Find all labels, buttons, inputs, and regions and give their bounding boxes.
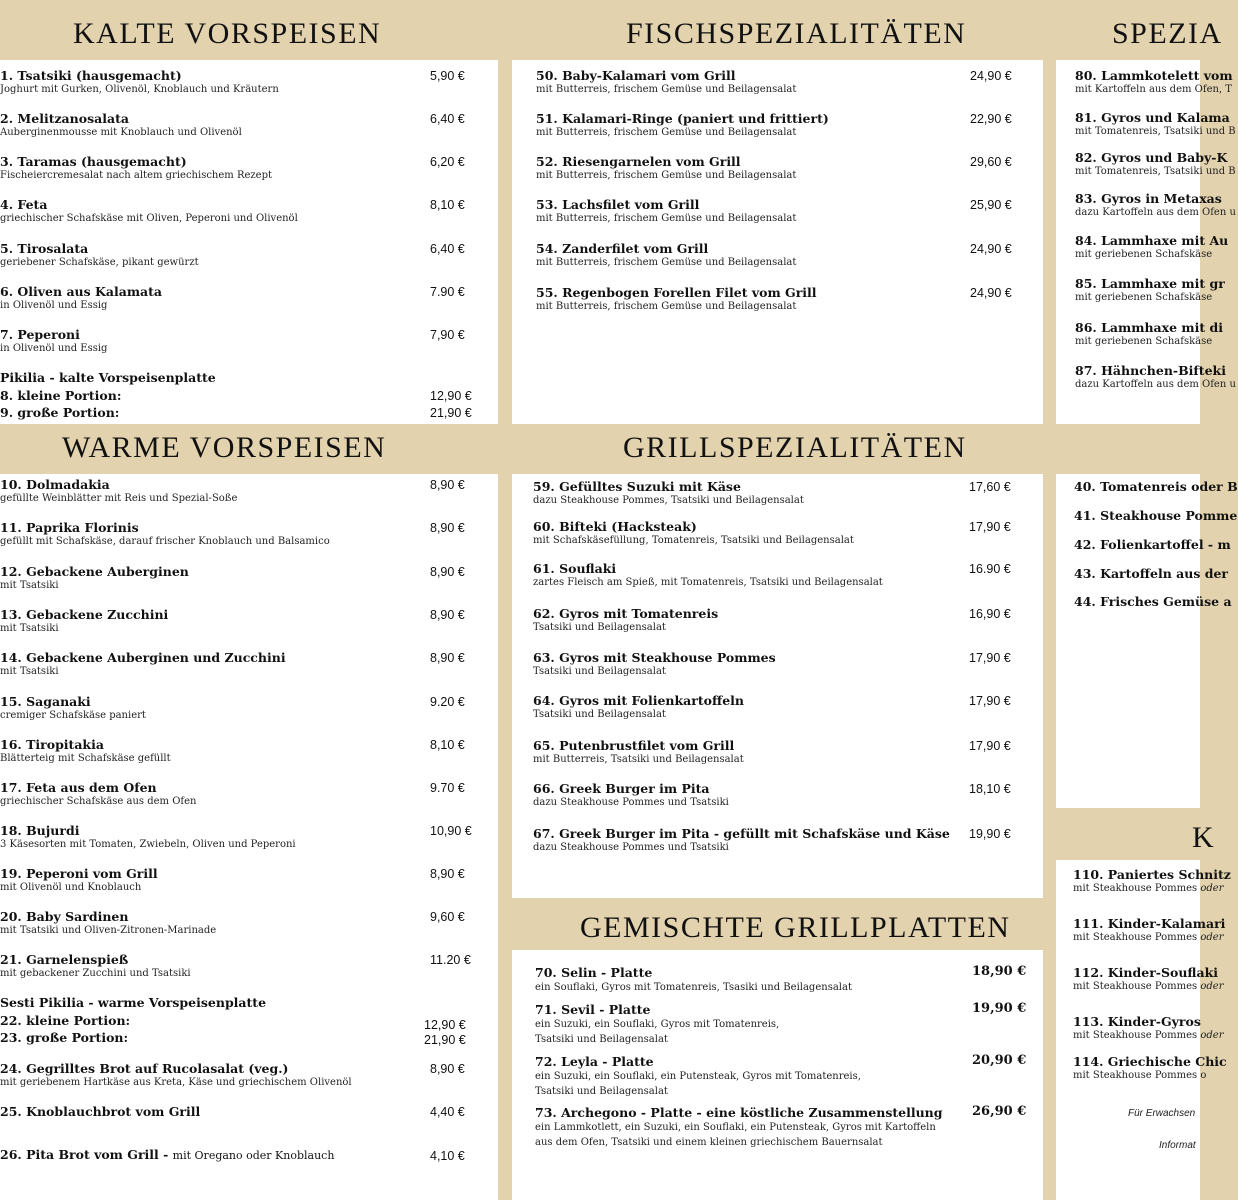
warme-item [0,607,168,635]
grillplatte-item-name: 71. Sevil - Platte [535,1002,651,1017]
grillplatte-item-name: 70. Selin - Platte [535,965,653,980]
kinder-item [1073,1054,1227,1082]
grillplatte-item [535,965,852,995]
kalte-item [0,284,162,312]
kalte-item-name: 1. Tsatsiki (hausgemacht) [0,68,182,83]
spezial-item-name: 80. Lammkotelett vom [1075,68,1233,83]
kinder-item-name: 114. Griechische Chic [1073,1054,1227,1069]
grill-item [533,693,744,721]
grill-item-description: mit Schafskäsefüllung, Tomatenreis, Tsatsiki und Beilagensalat [533,535,854,546]
warme-item-name: 13. Gebackene Zucchini [0,607,169,622]
grill-item-name: 67. Greek Burger im Pita - gefüllt mit Schafskäse und Käse [533,826,950,841]
kinder-item-description-text: mit Steakhouse Pommes [1073,1030,1201,1041]
grill-item-description: dazu Steakhouse Pommes und Tsatsiki [533,842,729,853]
spezial-item-name: 83. Gyros in Metaxas [1075,191,1222,206]
kinder-item-name: 113. Kinder-Gyros [1073,1014,1201,1029]
grill-item-price: 17,90 € [969,739,1011,753]
panel-spezialitaeten [1056,60,1236,424]
grillplatte-item-price: 26,90 € [972,1104,1027,1119]
fisch-item-price: 25,90 € [970,198,1012,212]
grillplatte-item [535,1002,779,1047]
warme-item-price: 9,60 € [430,910,465,924]
kalte-item-name: 3. Taramas (hausgemacht) [0,154,187,169]
kalte-item-description: Fischeiercremesalat nach altem griechischem Rezept [0,170,272,181]
warme-item-price: 8,90 € [430,521,465,535]
warme-item-name: 16. Tiropitakia [0,737,104,752]
spezial-item [1075,276,1225,304]
spezial-item [1075,320,1223,348]
grill-item-name: 65. Putenbrustfilet vom Grill [533,738,735,753]
spezial-item-name: 84. Lammhaxe mit Au [1075,233,1229,248]
warme-item-name: 12. Gebackene Auberginen [0,564,189,579]
grillplatte-item-description-2: Tsatsiki und Beilagensalat [535,1034,668,1045]
panel-fischspezialitaeten [512,60,1043,424]
fisch-item-description: mit Butterreis, frischem Gemüse und Beilagensalat [536,257,797,268]
grill-item-description: Tsatsiki und Beilagensalat [533,622,666,633]
grillplatte-item-description-2: aus dem Ofen, Tsatsiki und einem kleinen griechischem Bauernsalat [535,1137,883,1148]
warme-extra-item-price: 4,40 € [430,1105,465,1119]
grill-item [533,561,883,589]
beilage-item-name: 43. Kartoffeln aus der [1074,566,1229,581]
fisch-item-name: 52. Riesengarnelen vom Grill [536,154,741,169]
kalte-item [0,327,107,355]
grill-item-name: 59. Gefülltes Suzuki mit Käse [533,479,741,494]
grill-item-name: 63. Gyros mit Steakhouse Pommes [533,650,776,665]
warme-item-price: 11.20 € [430,953,471,967]
kalte-item [0,154,272,182]
fisch-item-price: 24,90 € [970,69,1012,83]
kinder-item [1073,867,1231,895]
grillplatte-item [535,1105,943,1150]
spezial-item-name: 85. Lammhaxe mit gr [1075,276,1225,291]
kalte-platter-small: 8. kleine Portion: [0,388,122,403]
warme-item [0,909,216,937]
grill-item-price: 17,90 € [969,651,1011,665]
fisch-item-name: 54. Zanderfilet vom Grill [536,241,709,256]
warme-item-description: Blätterteig mit Schafskäse gefüllt [0,753,171,764]
grill-item-price: 17,60 € [969,480,1011,494]
grill-item-price: 19,90 € [969,827,1011,841]
warme-item [0,952,191,980]
kalte-item-name: 6. Oliven aus Kalamata [0,284,163,299]
warme-platter-small: 22. kleine Portion: [0,1013,131,1028]
spezial-item [1075,150,1236,178]
kalte-item-description: Joghurt mit Gurken, Olivenöl, Knoblauch und Kräutern [0,84,279,95]
grill-item-price: 17,90 € [969,520,1011,534]
warme-item [0,564,189,592]
fisch-item [536,154,796,182]
warme-item [0,650,286,678]
heading-kalte-vorspeisen: KALTE VORSPEISEN [73,17,382,50]
panel-warme-vorspeisen [0,474,498,1200]
spezial-item-name: 81. Gyros und Kalama [1075,110,1230,125]
kalte-platter-title: Pikilia - kalte Vorspeisenplatte [0,370,216,385]
warme-platter-large-price: 21,90 € [424,1033,466,1047]
grill-item-description: Tsatsiki und Beilagensalat [533,709,666,720]
spezial-item-description: mit Kartoffeln aus dem Ofen, T [1075,84,1232,95]
spezial-item-description: mit Tomatenreis, Tsatsiki und B [1075,166,1236,177]
grillplatte-item-price: 20,90 € [972,1053,1027,1068]
warme-item [0,823,296,851]
grill-item-price: 16,90 € [969,607,1011,621]
kalte-item-price: 8,10 € [430,198,465,212]
kalte-item [0,241,199,269]
fisch-item [536,241,796,269]
kinder-item-description-text: mit Steakhouse Pommes o [1073,1070,1207,1081]
warme-item [0,477,237,505]
spezial-item-name: 86. Lammhaxe mit di [1075,320,1223,335]
warme-platter-small-price: 12,90 € [424,1018,466,1032]
warme-item [0,737,171,765]
warme-item-price: 9.70 € [430,781,465,795]
spezial-item [1075,110,1236,138]
grillplatte-item-description: ein Suzuki, ein Souflaki, ein Putensteak, Gyros mit Tomatenreis, [535,1071,861,1082]
kalte-item-description: Auberginenmousse mit Knoblauch und Olivenöl [0,127,242,138]
spezial-item-description: mit geriebenen Schafskäse [1075,292,1213,303]
warme-extra-item-price: 4,10 € [430,1149,465,1163]
grill-item-price: 18,10 € [969,782,1011,796]
kalte-item-description: griechischer Schafskäse mit Oliven, Peperoni und Olivenöl [0,213,298,224]
grill-item [533,479,804,507]
kinder-item-description-italic: oder [1200,932,1224,943]
warme-item-name: 15. Saganaki [0,694,91,709]
fisch-item-price: 24,90 € [970,286,1012,300]
warme-extra-item-name-text: 26. Pita Brot vom Grill - [0,1147,173,1162]
panel-kalte-vorspeisen [0,60,498,424]
warme-item [0,520,330,548]
grill-item-name: 60. Bifteki (Hacksteak) [533,519,697,534]
warme-item-name: 18. Bujurdi [0,823,80,838]
spezial-item [1075,191,1236,219]
kinder-item-description [1073,1029,1223,1042]
grill-item-name: 61. Souflaki [533,561,617,576]
fisch-item [536,285,817,313]
beilage-item-name: 42. Folienkartoffel - m [1074,537,1231,552]
spezial-item-description: dazu Kartoffeln aus dem Ofen u [1075,207,1236,218]
warme-extra-item [0,1061,352,1089]
warme-item-description: gefüllt mit Schafskäse, darauf frischer Knoblauch und Balsamico [0,536,330,547]
warme-item-name: 10. Dolmadakia [0,477,110,492]
kinder-item-description-italic: oder [1200,981,1224,992]
kalte-item-name: 4. Feta [0,197,48,212]
grill-item [533,650,776,678]
warme-item-description: mit gebackener Zucchini und Tsatsiki [0,968,191,979]
warme-item-name: 19. Peperoni vom Grill [0,866,158,881]
kalte-item-description: in Olivenöl und Essig [0,343,108,354]
warme-item-description: gefüllte Weinblätter mit Reis und Spezial-Soße [0,493,238,504]
grillplatte-item-price: 19,90 € [972,1001,1027,1016]
fisch-item-price: 22,90 € [970,112,1012,126]
kinder-item-description [1073,980,1223,993]
kalte-item-price: 7.90 € [430,285,465,299]
warme-extra-item-name [0,1147,334,1163]
warme-extra-item-inline-desc: mit Oregano oder Knoblauch [172,1149,335,1162]
kinder-item-description [1073,1069,1227,1082]
grill-item-name: 62. Gyros mit Tomatenreis [533,606,719,621]
kalte-item-name: 2. Melitzanosalata [0,111,129,126]
kinder-item-description [1073,931,1225,944]
kalte-item-price: 6,20 € [430,155,465,169]
kalte-platter-small-price: 12,90 € [430,389,472,403]
grillplatte-item-description: ein Suzuki, ein Souflaki, Gyros mit Tomatenreis, [535,1019,780,1030]
fisch-item [536,111,829,139]
warme-item [0,694,146,722]
spezial-item-name: 82. Gyros und Baby-K [1075,150,1228,165]
spezial-item-description: mit geriebenen Schafskäse [1075,249,1213,260]
fisch-item [536,68,796,96]
grillplatte-item [535,1054,861,1099]
warme-extra-item-name: 25. Knoblauchbrot vom Grill [0,1104,201,1119]
spezial-item [1075,363,1236,391]
warme-item-name: 14. Gebackene Auberginen und Zucchini [0,650,286,665]
kalte-item [0,68,279,96]
fisch-item-price: 24,90 € [970,242,1012,256]
kinder-item [1073,916,1225,944]
warme-extra-item-description: mit geriebenem Hartkäse aus Kreta, Käse und griechischem Olivenöl [0,1077,352,1088]
warme-item-description: mit Tsatsiki und Oliven-Zitronen-Marinade [0,925,217,936]
kinder-item-description-text: mit Steakhouse Pommes [1073,981,1201,992]
fisch-item [536,197,796,225]
warme-item-price: 8,90 € [430,867,465,881]
grill-item-description: dazu Steakhouse Pommes und Tsatsiki [533,797,729,808]
warme-item-price: 10,90 € [430,824,472,838]
warme-item-price: 8,90 € [430,478,465,492]
beilage-item-name: 40. Tomatenreis oder B [1074,479,1238,494]
heading-grillspezialitaeten: GRILLSPEZIALITÄTEN [623,431,967,464]
grill-item [533,781,729,809]
warme-item-name: 20. Baby Sardinen [0,909,129,924]
kinder-item-name: 112. Kinder-Souflaki [1073,965,1219,980]
heading-fischspezialitaeten: FISCHSPEZIALITÄTEN [626,17,967,50]
kalte-item [0,197,298,225]
kalte-item-description: in Olivenöl und Essig [0,300,108,311]
kalte-item-price: 6,40 € [430,112,465,126]
grill-item [533,738,744,766]
warme-item-description: 3 Käsesorten mit Tomaten, Zwiebeln, Oliven und Peperoni [0,839,296,850]
fisch-item-description: mit Butterreis, frischem Gemüse und Beilagensalat [536,84,797,95]
kinder-item [1073,965,1223,993]
warme-item-description: mit Tsatsiki [0,623,59,634]
warme-item-description: griechischer Schafskäse aus dem Ofen [0,796,197,807]
grillplatte-item-description: ein Souflaki, Gyros mit Tomatenreis, Tsasiki und Beilagensalat [535,982,852,993]
kalte-item-price: 5,90 € [430,69,465,83]
grill-item [533,606,718,634]
beilage-item-name: 41. Steakhouse Pomme [1074,508,1238,523]
grill-item-price: 17,90 € [969,694,1011,708]
warme-item [0,780,196,808]
fisch-item-description: mit Butterreis, frischem Gemüse und Beilagensalat [536,127,797,138]
kinder-item-description-italic: oder [1200,1030,1224,1041]
warme-item-description: mit Tsatsiki [0,580,59,591]
warme-item-price: 8,90 € [430,565,465,579]
kalte-platter-large-price: 21,90 € [430,406,472,420]
panel-kinder [1056,860,1231,1200]
kinder-note-info: Informat [1159,1140,1196,1151]
grillplatte-item-description: ein Lammkotlett, ein Suzuki, ein Souflaki, ein Putensteak, Gyros mit Kartoffeln [535,1122,936,1133]
grillplatte-item-description-2: Tsatsiki und Beilagensalat [535,1086,668,1097]
grill-item-description: Tsatsiki und Beilagensalat [533,666,666,677]
grill-item [533,826,950,854]
spezial-item-description: dazu Kartoffeln aus dem Ofen u [1075,379,1236,390]
warme-item-price: 8,90 € [430,651,465,665]
kalte-item-name: 5. Tirosalata [0,241,89,256]
warme-platter-title: Sesti Pikilia - warme Vorspeisenplatte [0,995,267,1010]
fisch-item-description: mit Butterreis, frischem Gemüse und Beilagensalat [536,301,797,312]
grill-item-description: zartes Fleisch am Spieß, mit Tomatenreis, Tsatsiki und Beilagensalat [533,577,883,588]
spezial-item-name: 87. Hähnchen-Bifteki [1075,363,1226,378]
fisch-item-description: mit Butterreis, frischem Gemüse und Beilagensalat [536,213,797,224]
warme-item-name: 21. Garnelenspieß [0,952,129,967]
kinder-item-description [1073,882,1231,895]
spezial-item [1075,68,1233,96]
kinder-item-description-italic: oder [1200,883,1224,894]
beilage-item-name: 44. Frisches Gemüse a [1074,594,1232,609]
grillplatte-item-name: 73. Archegono - Platte - eine köstliche Zusammenstellung [535,1105,943,1120]
kalte-item-price: 6,40 € [430,242,465,256]
kinder-item [1073,1014,1223,1042]
fisch-item-name: 53. Lachsfilet vom Grill [536,197,700,212]
grill-item-name: 66. Greek Burger im Pita [533,781,710,796]
spezial-item [1075,233,1228,261]
warme-item-price: 8,90 € [430,608,465,622]
warme-extra-item-name: 24. Gegrilltes Brot auf Rucolasalat (veg.) [0,1061,289,1076]
spezial-item-description: mit geriebenen Schafskäse [1075,336,1213,347]
kinder-item-description-text: mit Steakhouse Pommes [1073,883,1201,894]
kalte-platter-large: 9. große Portion: [0,405,120,420]
warme-item-description: mit Tsatsiki [0,666,59,677]
heading-spezialitaeten: SPEZIA [1112,17,1223,50]
kalte-item-description: geriebener Schafskäse, pikant gewürzt [0,257,199,268]
kinder-item-name: 111. Kinder-Kalamari [1073,916,1226,931]
grill-item [533,519,854,547]
warme-item-price: 9.20 € [430,695,465,709]
panel-gemischte-grillplatten [512,950,1043,1200]
grill-item-name: 64. Gyros mit Folienkartoffeln [533,693,745,708]
grillplatte-item-price: 18,90 € [972,964,1027,979]
heading-gemischte-grillplatten: GEMISCHTE GRILLPLATTEN [580,911,1011,944]
warme-item-description: cremiger Schafskäse paniert [0,710,146,721]
spezial-item-description: mit Tomatenreis, Tsatsiki und B [1075,126,1236,137]
grillplatte-item-name: 72. Leyla - Platte [535,1054,654,1069]
kinder-item-name: 110. Paniertes Schnitz [1073,867,1231,882]
kinder-item-description-text: mit Steakhouse Pommes [1073,932,1201,943]
fisch-item-price: 29,60 € [970,155,1012,169]
fisch-item-description: mit Butterreis, frischem Gemüse und Beilagensalat [536,170,797,181]
warme-item-name: 17. Feta aus dem Ofen [0,780,157,795]
fisch-item-name: 51. Kalamari-Ringe (paniert und frittiert) [536,111,829,126]
warme-item-description: mit Olivenöl und Knoblauch [0,882,142,893]
warme-platter-large: 23. große Portion: [0,1030,129,1045]
panel-grillspezialitaeten [512,474,1043,898]
fisch-item-name: 55. Regenbogen Forellen Filet vom Grill [536,285,817,300]
kalte-item-price: 7,90 € [430,328,465,342]
warme-extra-item-price: 8,90 € [430,1062,465,1076]
warme-item [0,866,158,894]
warme-item-name: 11. Paprika Florinis [0,520,139,535]
panel-beilagen [1056,474,1238,808]
kalte-item [0,111,242,139]
grill-item-description: mit Butterreis, Tsatsiki und Beilagensalat [533,754,744,765]
warme-item-price: 8,10 € [430,738,465,752]
kalte-item-name: 7. Peperoni [0,327,80,342]
kinder-note-adults: Für Erwachsen [1128,1108,1196,1119]
grill-item-price: 16.90 € [969,562,1011,576]
heading-kinder: K [1192,821,1216,854]
fisch-item-name: 50. Baby-Kalamari vom Grill [536,68,736,83]
grill-item-description: dazu Steakhouse Pommes, Tsatsiki und Beilagensalat [533,495,804,506]
heading-warme-vorspeisen: WARME VORSPEISEN [62,431,387,464]
